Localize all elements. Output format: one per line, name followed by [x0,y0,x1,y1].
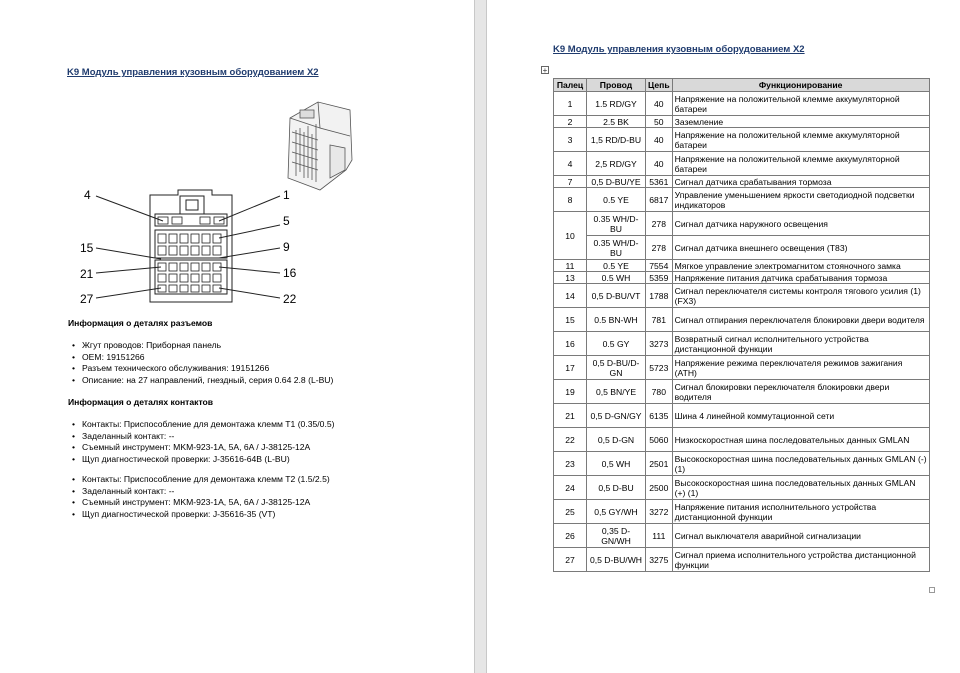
table-row [554,116,930,128]
table-row [554,308,930,332]
cell-function: Сигнал переключателя системы контроля тягового усилия (1) (FX3) [672,284,929,308]
cell-function: Сигнал блокировки переключателя блокировки двери водителя [672,380,929,404]
table-row [554,212,930,236]
table-row [554,236,930,260]
table-row [554,188,930,212]
cell-wire: 2,5 RD/GY [587,152,646,176]
cell-wire: 0.5 YE [587,188,646,212]
cell-function: Управление уменьшением яркости светодиодной подсветки индикаторов [672,188,929,212]
cell-circuit: 40 [646,92,673,116]
connector-info-list [68,340,333,386]
table-row [554,332,930,356]
cell-pin: 10 [554,212,587,260]
cell-circuit: 1788 [646,284,673,308]
table-resize-handle[interactable] [929,587,935,593]
table-row [554,476,930,500]
cell-function: Сигнал датчика наружного освещения [672,212,929,236]
cell-wire: 0.5 YE [587,260,646,272]
cell-circuit: 5723 [646,356,673,380]
move-anchor-icon[interactable]: + [542,66,548,75]
cell-pin: 24 [554,476,587,500]
cell-function: Напряжение на положительной клемме аккумуляторной батареи [672,152,929,176]
table-row [554,500,930,524]
cell-wire: 0.35 WH/D-BU [587,236,646,260]
cell-wire: 0,5 D-GN/GY [587,404,646,428]
cell-circuit: 5060 [646,428,673,452]
list-item: • Разъем технического обслуживания: 19151266 [68,363,333,375]
cell-wire: 0,5 GY/WH [587,500,646,524]
cell-function: Напряжение на положительной клемме аккумуляторной батареи [672,128,929,152]
list-item: • Жгут проводов: Приборная панель [68,340,333,352]
cell-pin: 23 [554,452,587,476]
cell-wire: 0,5 D-BU [587,476,646,500]
pin-label-5: 5 [283,214,290,228]
list-item: • Заделанный контакт: -- [68,486,330,498]
cell-function: Сигнал датчика внешнего освещения (T83) [672,236,929,260]
table-row [554,428,930,452]
cell-wire: 0,35 D-GN/WH [587,524,646,548]
list-item: • Щуп диагностической проверки: J-35616-64B (L-BU) [68,454,334,466]
pin-label-16: 16 [283,266,297,280]
cell-circuit: 2501 [646,452,673,476]
table-row [554,260,930,272]
table-row [554,404,930,428]
cell-wire: 2.5 BK [587,116,646,128]
cell-function: Напряжение питания датчика срабатывания тормоза [672,272,929,284]
cell-function: Высокоскоростная шина последовательных данных GMLAN (-) (1) [672,452,929,476]
table-row [554,524,930,548]
cell-pin: 19 [554,380,587,404]
pinout-table [553,78,930,572]
table-row [554,272,930,284]
cell-pin: 16 [554,332,587,356]
cell-wire: 0,5 D-BU/WH [587,548,646,572]
table-row [554,152,930,176]
table-row [554,284,930,308]
cell-function: Сигнал приема исполнительного устройства дистанционной функции [672,548,929,572]
cell-pin: 7 [554,176,587,188]
cell-wire: 0,5 D-BU/YE [587,176,646,188]
pin-label-21: 21 [80,267,94,281]
cell-circuit: 50 [646,116,673,128]
cell-function: Шина 4 линейной коммутационной сети [672,404,929,428]
list-item: • Щуп диагностической проверки: J-35616-35 (VT) [68,509,330,521]
cell-function: Напряжение на положительной клемме аккумуляторной батареи [672,92,929,116]
table-row [554,548,930,572]
table-row [554,92,930,116]
left-page [0,0,474,673]
cell-circuit: 3272 [646,500,673,524]
list-item: • OEM: 19151266 [68,352,333,364]
list-item: • Описание: на 27 направлений, гнездный, серия 0.64 2.8 (L-BU) [68,375,333,387]
cell-wire: 0,5 D-BU/D-GN [587,356,646,380]
cell-wire: 0.5 GY [587,332,646,356]
cell-wire: 1.5 RD/GY [587,92,646,116]
cell-pin: 25 [554,500,587,524]
cell-pin: 14 [554,284,587,308]
cell-wire: 0,5 D-BU/VT [587,284,646,308]
list-item: • Съемный инструмент: MKM-923-1A, 5A, 6A / J-38125-12A [68,497,330,509]
cell-function: Мягкое управление электромагнитом стояночного замка [672,260,929,272]
list-item: • Заделанный контакт: -- [68,431,334,443]
table-row [554,176,930,188]
pin-label-27: 27 [80,292,94,306]
table-body [554,92,930,572]
col-header-function: Функционирование [672,79,929,92]
connector-face-diagram [0,0,474,320]
cell-pin: 21 [554,404,587,428]
cell-pin: 11 [554,260,587,272]
pin-label-22: 22 [283,292,297,306]
list-item: • Контакты: Приспособление для демонтажа клемм T2 (1.5/2.5) [68,474,330,486]
cell-pin: 2 [554,116,587,128]
cell-function: Сигнал выключателя аварийной сигнализации [672,524,929,548]
list-item: • Съемный инструмент: MKM-923-1A, 5A, 6A / J-38125-12A [68,442,334,454]
cell-wire: 0.5 WH [587,272,646,284]
cell-circuit: 6135 [646,404,673,428]
cell-function: Возвратный сигнал исполнительного устройства дистанционной функции [672,332,929,356]
cell-circuit: 780 [646,380,673,404]
contacts-t1-list [68,419,334,465]
cell-function: Напряжение режима переключателя режимов зажигания (ATH) [672,356,929,380]
right-page-title[interactable]: K9 Модуль управления кузовным оборудованием X2 [553,44,805,55]
cell-circuit: 278 [646,212,673,236]
cell-function: Сигнал датчика срабатывания тормоза [672,176,929,188]
cell-circuit: 781 [646,308,673,332]
cell-pin: 13 [554,272,587,284]
cell-wire: 1,5 RD/D-BU [587,128,646,152]
col-header-pin: Палец [554,79,587,92]
cell-pin: 4 [554,152,587,176]
connector-info-heading: Информация о деталях разъемов [68,318,213,328]
col-header-circuit: Цепь [646,79,673,92]
contact-info-heading: Информация о деталях контактов [68,397,214,407]
page-gutter [474,0,487,673]
cell-function: Напряжение питания исполнительного устройства дистанционной функции [672,500,929,524]
cell-circuit: 2500 [646,476,673,500]
col-header-wire: Провод [587,79,646,92]
cell-pin: 27 [554,548,587,572]
cell-circuit: 3275 [646,548,673,572]
pin-label-15: 15 [80,241,94,255]
cell-wire: 0.5 BN-WH [587,308,646,332]
table-row [554,452,930,476]
cell-circuit: 278 [646,236,673,260]
pin-label-1: 1 [283,188,290,202]
cell-pin: 26 [554,524,587,548]
cell-function: Низкоскоростная шина последовательных данных GMLAN [672,428,929,452]
table-row [554,356,930,380]
cell-circuit: 5361 [646,176,673,188]
table-row [554,380,930,404]
cell-circuit: 6817 [646,188,673,212]
cell-wire: 0,5 D-GN [587,428,646,452]
cell-circuit: 5359 [646,272,673,284]
cell-wire: 0,5 BN/YE [587,380,646,404]
cell-pin: 3 [554,128,587,152]
cell-function: Высокоскоростная шина последовательных данных GMLAN (+) (1) [672,476,929,500]
right-page [487,0,960,673]
contacts-t2-list [68,474,330,520]
cell-pin: 22 [554,428,587,452]
cell-function: Заземление [672,116,929,128]
cell-wire: 0,5 WH [587,452,646,476]
cell-circuit: 3273 [646,332,673,356]
left-page-title[interactable]: K9 Модуль управления кузовным оборудованием X2 [67,67,319,78]
cell-circuit: 40 [646,128,673,152]
cell-wire: 0.35 WH/D-BU [587,212,646,236]
cell-circuit: 111 [646,524,673,548]
cell-pin: 8 [554,188,587,212]
cell-circuit: 40 [646,152,673,176]
table-row [554,128,930,152]
cell-pin: 17 [554,356,587,380]
cell-pin: 15 [554,308,587,332]
pin-label-4: 4 [84,188,91,202]
cell-pin: 1 [554,92,587,116]
cell-circuit: 7554 [646,260,673,272]
table-header-row [554,79,930,92]
list-item: • Контакты: Приспособление для демонтажа клемм T1 (0.35/0.5) [68,419,334,431]
cell-function: Сигнал отпирания переключателя блокировки двери водителя [672,308,929,332]
pin-label-9: 9 [283,240,290,254]
